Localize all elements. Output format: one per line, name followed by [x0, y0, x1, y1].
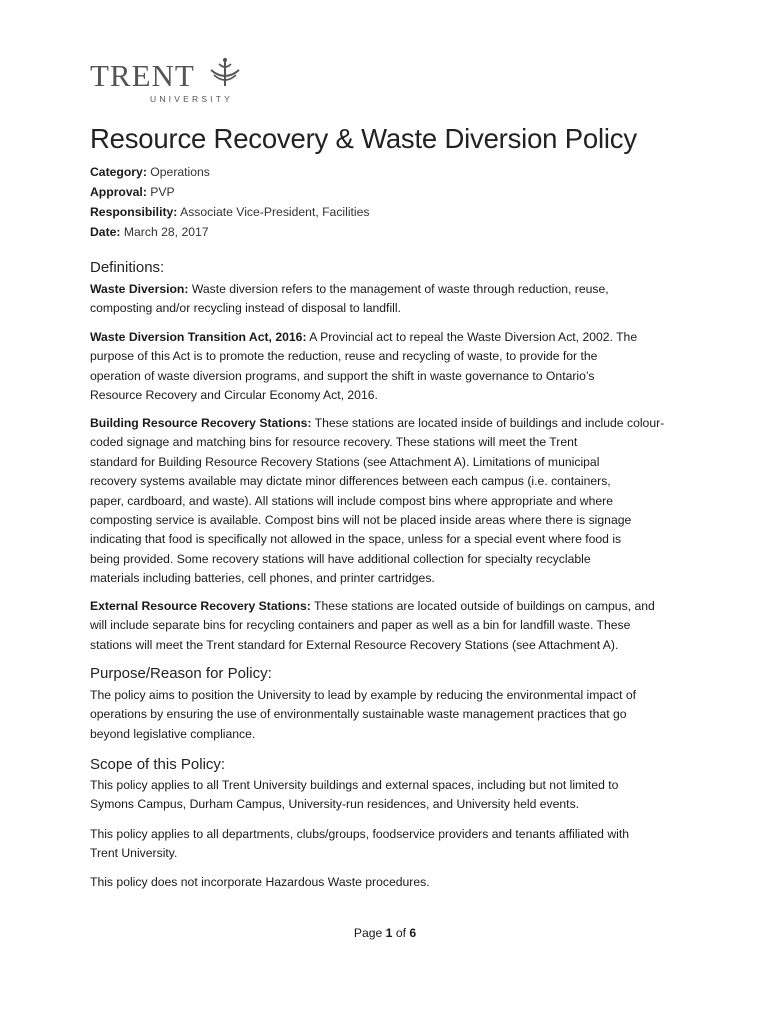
- logo-subtitle: UNIVERSITY: [150, 94, 234, 104]
- purpose-heading: Purpose/Reason for Policy:: [90, 665, 272, 682]
- page-footer: Page 1 of 6: [353, 926, 417, 940]
- definition-waste-diversion: Waste Diversion: Waste diversion refers to the management of waste through reduction, reuse, composting and/or recycling instead of disposal to landfill.: [90, 282, 609, 316]
- policy-title: Resource Recovery & Waste Diversion Policy: [90, 123, 637, 154]
- logo-wordmark: TRENT: [90, 58, 195, 93]
- scope-paragraph-3: This policy does not incorporate Hazardous Waste procedures.: [90, 875, 430, 889]
- purpose-paragraph: The policy aims to position the University to lead by example by reducing the environmental impact of operations by ensuring the use of environmentally sustainable waste management practices that go beyond legislative compliance.: [90, 688, 637, 741]
- definition-transition-act: Waste Diversion Transition Act, 2016: A Provincial act to repeal the Waste Diversion Act, 2002. The purpose of this Act is to promote the reduction, reuse and recycling of waste, to provide for the operation of waste diversion programs, and support the shift in waste governance to Ontario’s Resource Recovery and Circular Economy Act, 2016.: [90, 330, 638, 403]
- scope-heading: Scope of this Policy:: [90, 756, 226, 773]
- meta-date: Date: March 28, 2017: [90, 225, 209, 239]
- definition-external-stations: External Resource Recovery Stations: These stations are located outside of buildings on campus, and will include separate bins for recycling containers and paper as well as a bin for landfill waste. These stations will meet the Trent standard for External Resource Recovery Stations (see Attachment A).: [90, 599, 655, 652]
- definition-building-stations: Building Resource Recovery Stations: These stations are located inside of buildings and include colour- coded signage and matching bins for resource recovery. These stations will meet the Trent standard for Building Resource Recovery Stations (see Attachment A). Limitations of municipal recovery systems available may dictate minor differences between each campus (i.e. containers, paper, cardboard, and waste). All stations will include compost bins where appropriate and where composting service is available. Compost bins will not be placed inside areas where there is signage indicating that food is specifically not allowed in the space, unless for a special event where food is being provided. Some recovery stations will have additional collection for specialty recyclable materials including batteries, cell phones, and printer cartridges.: [90, 416, 665, 586]
- trent-emblem-icon: [207, 56, 243, 92]
- page-total: 6: [409, 926, 417, 940]
- meta-responsibility: Responsibility: Associate Vice-President, Facilities: [90, 205, 370, 219]
- meta-approval: Approval: PVP: [90, 185, 175, 199]
- scope-paragraph-1: This policy applies to all Trent University buildings and external spaces, including but not limited to Symons Campus, Durham Campus, University-run residences, and University held events.: [90, 778, 619, 812]
- page-number: 1: [385, 926, 393, 940]
- definitions-heading: Definitions:: [90, 259, 165, 276]
- meta-category: Category: Operations: [90, 165, 210, 179]
- trent-logo: [90, 56, 250, 106]
- scope-paragraph-2: This policy applies to all departments, clubs/groups, foodservice providers and tenants affiliated with Trent University.: [90, 827, 630, 861]
